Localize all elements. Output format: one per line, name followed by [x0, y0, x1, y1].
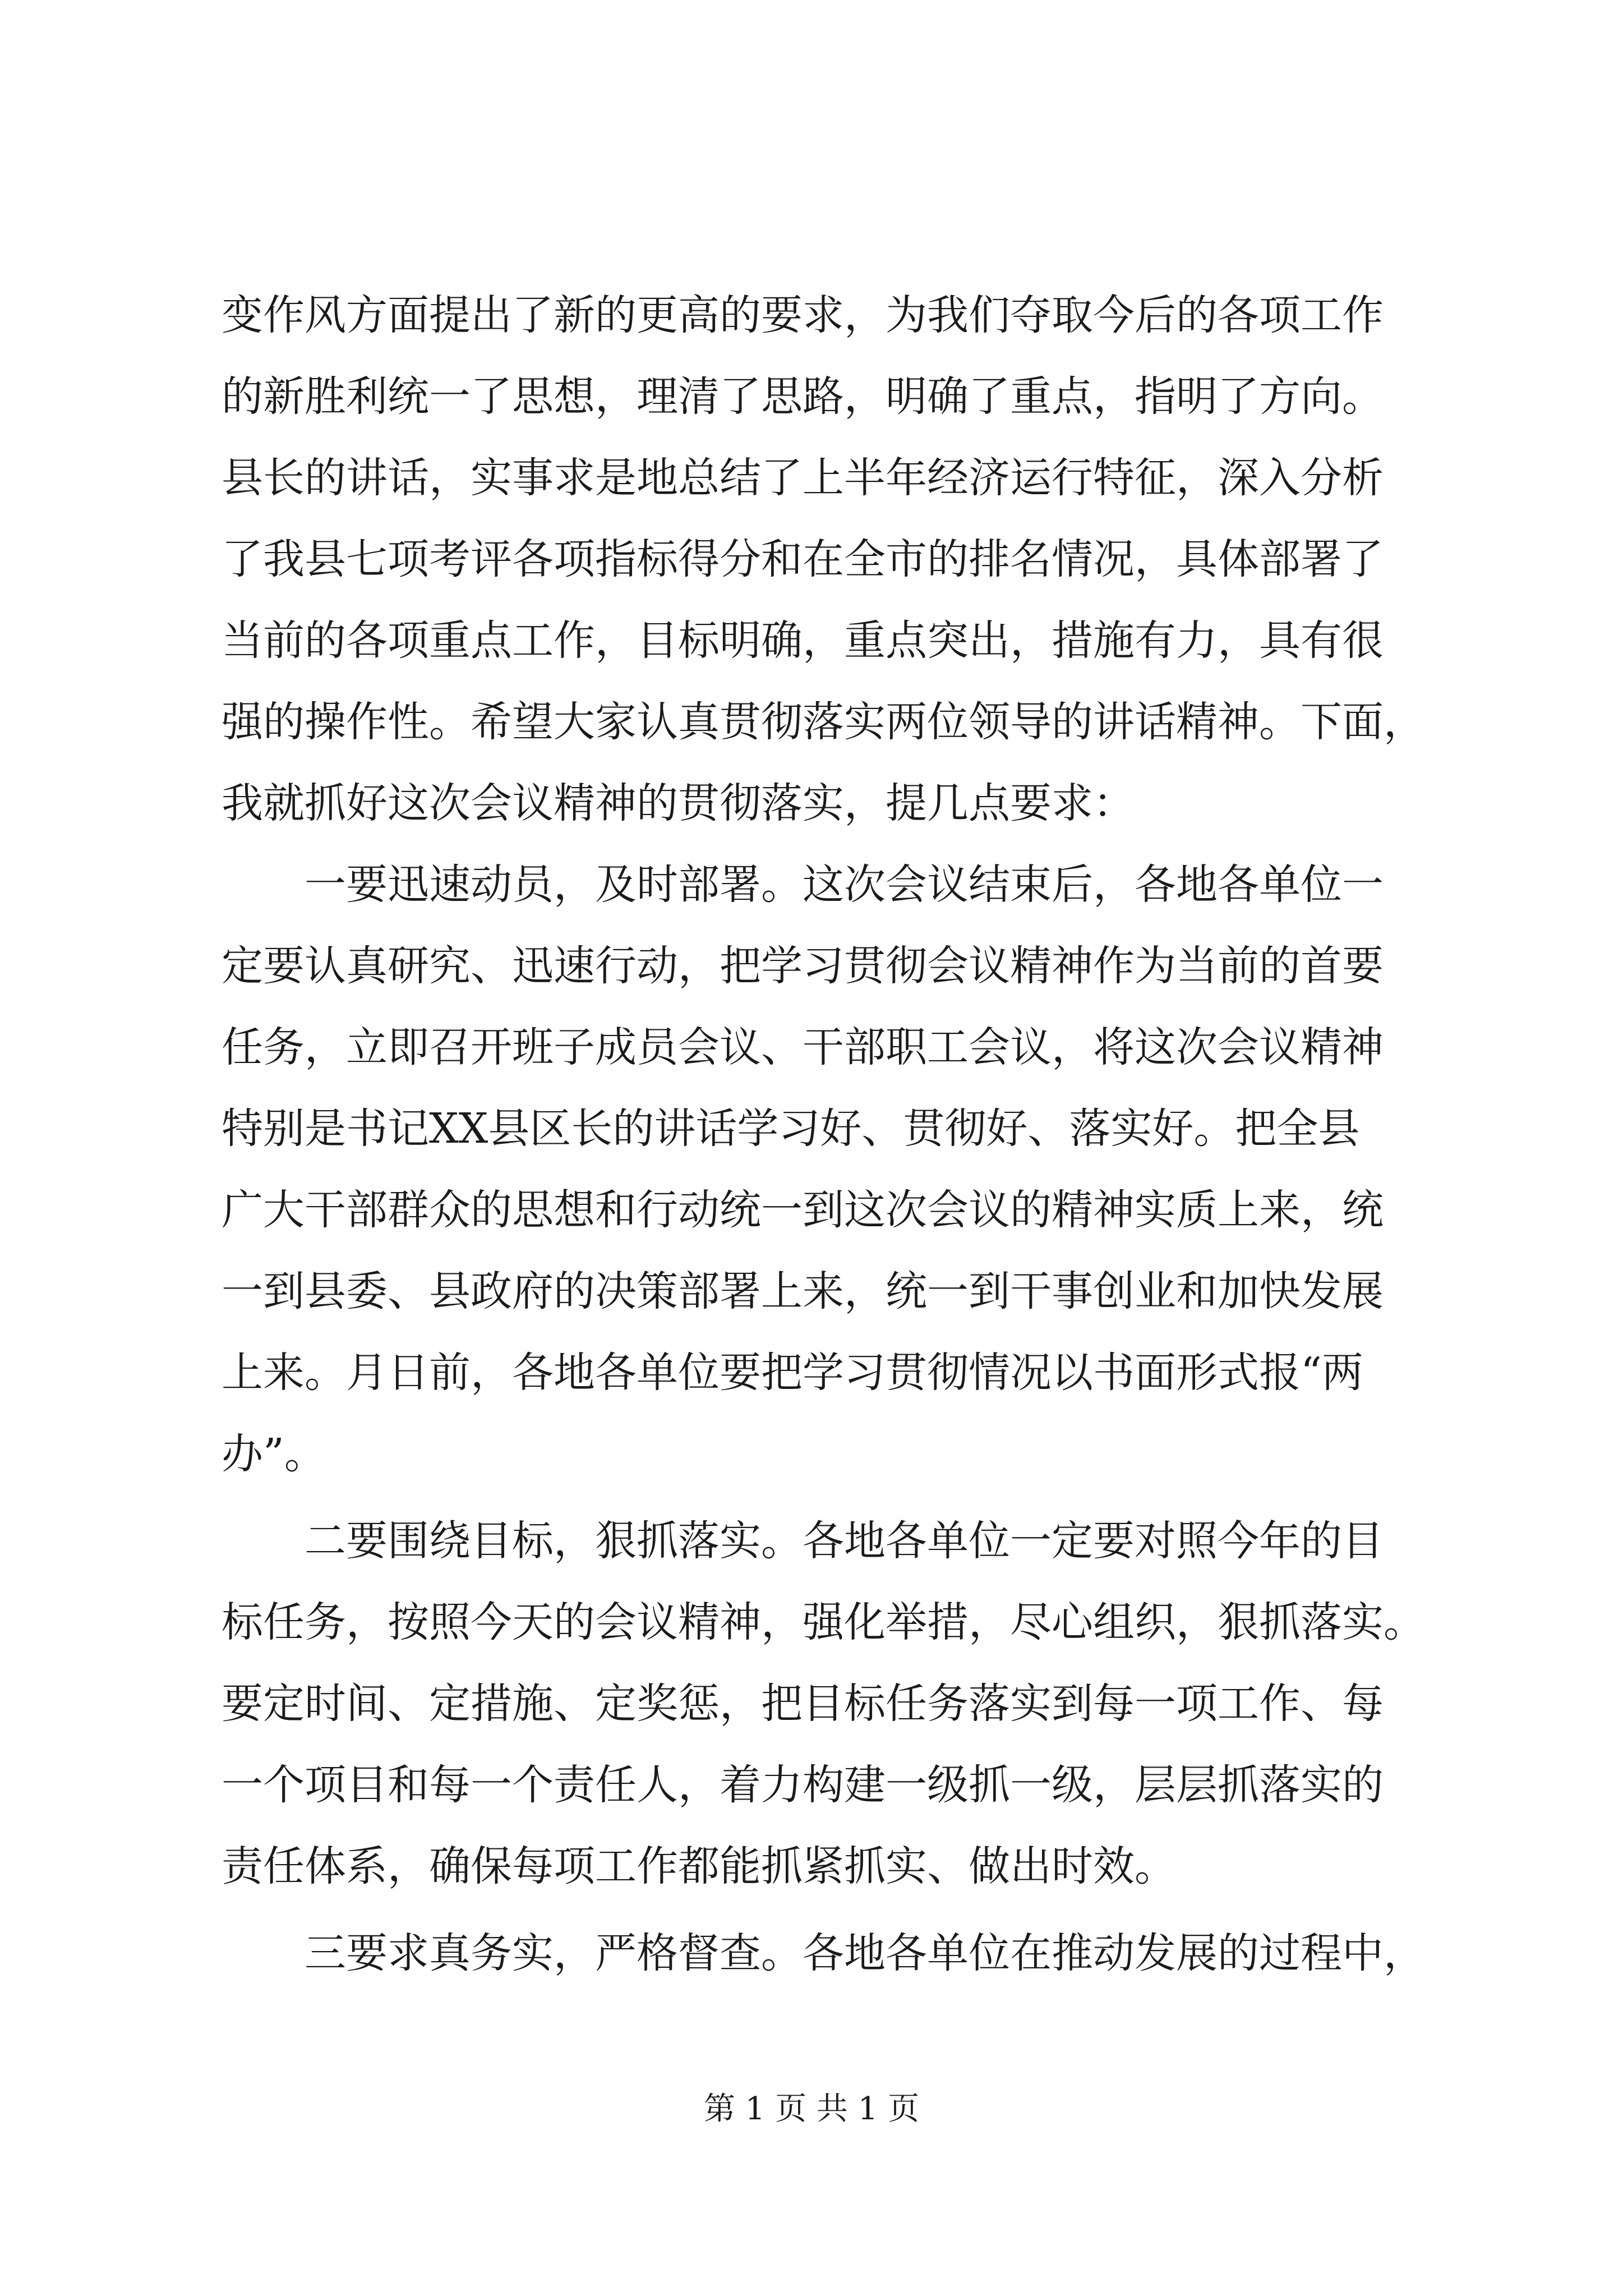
page-number: 第 1 页 共 1 页 — [703, 2091, 920, 2127]
text-line: 一到县委、县政府的决策部署上来，统一到干事创业和加快发展 — [222, 1267, 1384, 1315]
text-line: 变作风方面提出了新的更高的要求，为我们夺取今后的各项工作 — [222, 291, 1384, 339]
paragraph-first-line: 三要求真务实，严格督查。各地各单位在推动发展的过程中， — [305, 1929, 1425, 1977]
text-line: 我就抓好这次会议精神的贯彻落实，提几点要求： — [222, 779, 1135, 827]
paragraph-first-line: 二要围绕目标，狠抓落实。各地各单位一定要对照今年的目 — [305, 1517, 1384, 1565]
text-line: 县长的讲话，实事求是地总结了上半年经济运行特征，深入分析 — [222, 454, 1384, 502]
text-line: 定要认真研究、迅速行动，把学习贯彻会议精神作为当前的首要 — [222, 942, 1384, 990]
text-line: 上来。月日前，各地各单位要把学习贯彻情况以书面形式报“两 — [222, 1349, 1363, 1397]
text-line: 强的操作性。希望大家认真贯彻落实两位领导的讲话精神。下面， — [222, 698, 1425, 746]
text-line: 标任务，按照今天的会议精神，强化举措，尽心组织，狠抓落实。 — [222, 1598, 1425, 1646]
text-line: 了我县七项考评各项指标得分和在全市的排名情况，具体部署了 — [222, 535, 1384, 583]
text-line: 任务，立即召开班子成员会议、干部职工会议，将这次会议精神 — [222, 1023, 1384, 1071]
text-line: 当前的各项重点工作，目标明确，重点突出，措施有力，具有很 — [222, 616, 1384, 665]
text-line: 广大干部群众的思想和行动统一到这次会议的精神实质上来，统 — [222, 1186, 1384, 1234]
document-body — [222, 275, 1425, 1994]
text-line: 办”。 — [222, 1430, 326, 1478]
page-footer — [0, 2087, 1623, 2132]
text-line: 的新胜利统一了思想，理清了思路，明确了重点，指明了方向。 — [222, 372, 1384, 421]
text-line: 责任体系，确保每项工作都能抓紧抓实、做出时效。 — [222, 1842, 1176, 1890]
text-line: 一个项目和每一个责任人，着力构建一级抓一级，层层抓落实的 — [222, 1761, 1384, 1809]
text-line: 特别是书记XX县区长的讲话学习好、贯彻好、落实好。把全县 — [222, 1105, 1360, 1153]
text-line: 要定时间、定措施、定奖惩，把目标任务落实到每一项工作、每 — [222, 1680, 1384, 1728]
paragraph-first-line: 一要迅速动员，及时部署。这次会议结束后，各地各单位一 — [305, 861, 1384, 909]
